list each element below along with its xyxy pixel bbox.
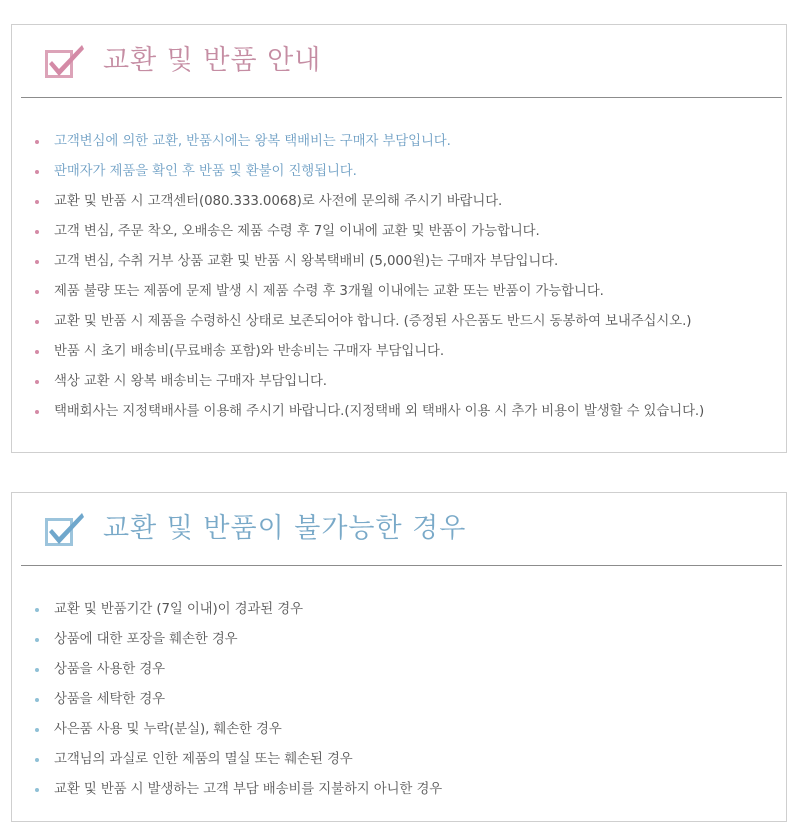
bullet-icon: [35, 788, 39, 792]
bullet-icon: [35, 698, 39, 702]
bullet-icon: [35, 230, 39, 234]
bullet-icon: [35, 290, 39, 294]
exchange-section-title: 교환 및 반품 안내: [103, 45, 322, 76]
list-item-text: 교환 및 반품 시 제품을 수령하신 상태로 보존되어야 합니다. (증정된 사은품도 반드시 동봉하여 보내주십시오.): [54, 314, 692, 329]
list-item-text: 고객 변심, 수취 거부 상품 교환 및 반품 시 왕복택배비 (5,000원)는 구매자 부담입니다.: [54, 254, 559, 269]
bullet-icon: [35, 638, 39, 642]
exchange-impossible-panel: [11, 492, 787, 822]
list-item-text: 상품을 세탁한 경우: [54, 692, 165, 707]
bullet-icon: [35, 320, 39, 324]
checkbox-checked-icon: [45, 511, 85, 547]
bullet-icon: [35, 170, 39, 174]
bullet-icon: [35, 380, 39, 384]
list-item-text: 교환 및 반품 시 발생하는 고객 부담 배송비를 지불하지 아니한 경우: [54, 782, 443, 797]
bullet-icon: [35, 260, 39, 264]
list-item: [32, 397, 780, 427]
list-item: [32, 745, 780, 775]
list-item-text: 반품 시 초기 배송비(무료배송 포함)와 반송비는 구매자 부담입니다.: [54, 344, 445, 359]
list-item-text: 교환 및 반품 시 고객센터(080.333.0068)로 사전에 문의해 주시기 바랍니다.: [54, 194, 503, 209]
list-item: [32, 277, 780, 307]
list-item-text: 판매자가 제품을 확인 후 반품 및 환불이 진행됩니다.: [54, 164, 357, 179]
list-item: [32, 625, 780, 655]
impossible-section-header: [12, 493, 786, 566]
bullet-icon: [35, 350, 39, 354]
list-item: [32, 187, 780, 217]
header-divider: [21, 565, 782, 566]
bullet-icon: [35, 668, 39, 672]
bullet-icon: [35, 200, 39, 204]
list-item: [32, 127, 780, 157]
bullet-icon: [35, 728, 39, 732]
list-item-text: 상품에 대한 포장을 훼손한 경우: [54, 632, 238, 647]
list-item: [32, 337, 780, 367]
exchange-guide-list: [32, 127, 780, 427]
bullet-icon: [35, 140, 39, 144]
list-item-text: 택배회사는 지정택배사를 이용해 주시기 바랍니다.(지정택배 외 택배사 이용 시 추가 비용이 발생할 수 있습니다.): [54, 404, 705, 419]
list-item-text: 제품 불량 또는 제품에 문제 발생 시 제품 수령 후 3개월 이내에는 교환 또는 반품이 가능합니다.: [54, 284, 604, 299]
list-item-text: 색상 교환 시 왕복 배송비는 구매자 부담입니다.: [54, 374, 327, 389]
bullet-icon: [35, 608, 39, 612]
list-item-text: 고객 변심, 주문 착오, 오배송은 제품 수령 후 7일 이내에 교환 및 반품이 가능합니다.: [54, 224, 540, 239]
list-item: [32, 217, 780, 247]
list-item-text: 고객님의 과실로 인한 제품의 멸실 또는 훼손된 경우: [54, 752, 353, 767]
exchange-section-header: [12, 25, 786, 98]
list-item-text: 사은품 사용 및 누락(분실), 훼손한 경우: [54, 722, 282, 737]
list-item: [32, 655, 780, 685]
list-item: [32, 367, 780, 397]
bullet-icon: [35, 410, 39, 414]
header-divider: [21, 97, 782, 98]
list-item: [32, 307, 780, 337]
list-item: [32, 685, 780, 715]
impossible-cases-list: [32, 595, 780, 805]
checkbox-checked-icon: [45, 43, 85, 79]
list-item-text: 고객변심에 의한 교환, 반품시에는 왕복 택배비는 구매자 부담입니다.: [54, 134, 451, 149]
list-item-text: 상품을 사용한 경우: [54, 662, 165, 677]
list-item: [32, 157, 780, 187]
list-item: [32, 775, 780, 805]
list-item-text: 교환 및 반품기간 (7일 이내)이 경과된 경우: [54, 602, 303, 617]
exchange-return-guide-panel: [11, 24, 787, 453]
impossible-section-title: 교환 및 반품이 불가능한 경우: [103, 513, 467, 544]
list-item: [32, 595, 780, 625]
bullet-icon: [35, 758, 39, 762]
list-item: [32, 247, 780, 277]
list-item: [32, 715, 780, 745]
